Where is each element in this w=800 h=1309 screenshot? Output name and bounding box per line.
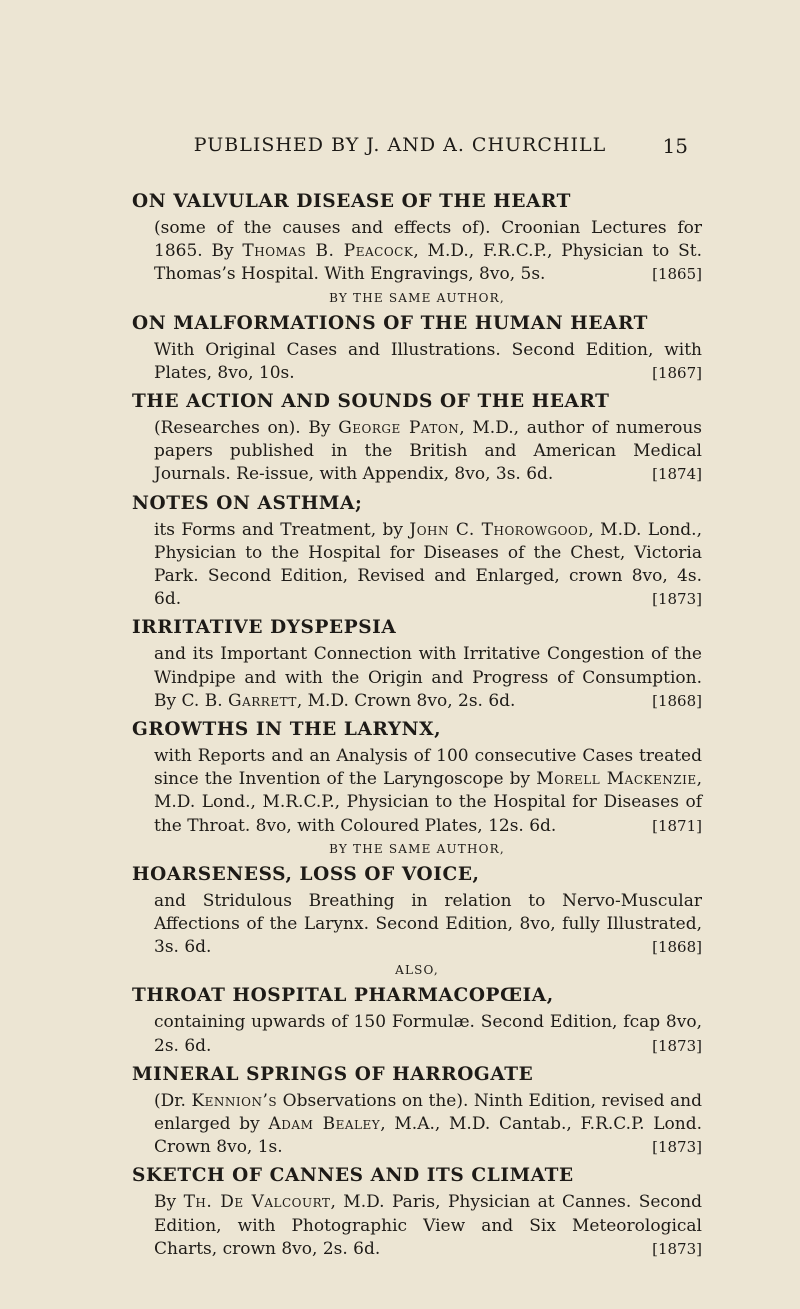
- entry-author: Th. De Valcourt: [183, 1192, 331, 1213]
- entry-text: By: [154, 1192, 184, 1213]
- entry-date: [1868]: [652, 691, 702, 710]
- catalogue-entry: [132, 862, 702, 960]
- entry-date: [1873]: [652, 1036, 702, 1055]
- entry-description: [154, 1011, 702, 1057]
- entry-title: NOTES ON ASTHMA;: [132, 492, 363, 514]
- entry-author: Thomas B. Peacock: [242, 241, 414, 262]
- entry-description: [154, 1090, 702, 1160]
- entry-date: [1867]: [652, 363, 702, 382]
- entry-date: [1871]: [652, 816, 702, 835]
- entry-description: [154, 339, 702, 385]
- entry-title: IRRITATIVE DYSPEPSIA: [132, 617, 397, 639]
- entry-author: Morell Mackenzie: [536, 769, 697, 790]
- running-title: PUBLISHED BY J. AND A. CHURCHILL: [193, 134, 607, 156]
- catalogue-entry: [132, 1163, 702, 1261]
- entry-author: Garrett: [228, 690, 297, 711]
- entry-text: and Stridulous Breathing in relation to Nervo-Muscular Affections of the Larynx. Second Edition, 8vo, fully Illustrated, 3s. 6d.: [154, 890, 702, 958]
- entry-title: SKETCH OF CANNES AND ITS CLIMATE: [132, 1165, 574, 1187]
- entry-date: [1873]: [652, 1239, 702, 1258]
- catalogue-entry: [132, 717, 702, 838]
- entry-date: [1873]: [652, 590, 702, 609]
- entry-description: [154, 1191, 702, 1261]
- entry-text: containing upwards of 150 Formulæ. Second Edition, fcap 8vo, 2s. 6d.: [154, 1012, 702, 1056]
- entry-text: , M.D. Paris, Physician at Cannes. Second Edition, with Photographic View and Six Meteorological Charts, crown 8vo, 2s. 6d.: [154, 1192, 703, 1259]
- entry-date: [1865]: [652, 265, 702, 284]
- entry-text: its Forms and Treatment, by: [154, 519, 410, 540]
- entry-title: HOARSENESS, LOSS OF VOICE,: [132, 863, 480, 885]
- entry-text: Observations on the). Ninth Edition, revised and enlarged by: [154, 1090, 702, 1135]
- catalogue-entry: [132, 491, 702, 612]
- catalogue-entry: [132, 389, 702, 487]
- entry-author: John C. Thorowgood: [409, 519, 589, 540]
- entry-author: George Paton: [338, 418, 460, 439]
- entry-date: [1874]: [652, 465, 702, 484]
- entry-author: Kennion’s: [191, 1090, 278, 1111]
- entry-description: [154, 890, 702, 960]
- entry-text: , M.D., F.R.C.P., Physician to St. Thomas’s Hospital. With Engravings, 8vo, 5s.: [154, 241, 702, 285]
- entry-text: with Reports and an Analysis of 100 consecutive Cases treated since the Invention of the Laryngoscope by: [154, 746, 702, 790]
- catalogue-entries: [132, 189, 702, 1265]
- entry-text: , M.A., M.D. Cantab., F.R.C.P. Lond. Crown 8vo, 1s.: [154, 1114, 702, 1158]
- entry-text: (Dr.: [154, 1090, 192, 1111]
- entry-date: [1873]: [652, 1138, 702, 1157]
- cross-reference: ALSO,: [395, 963, 439, 978]
- entry-title: GROWTHS IN THE LARYNX,: [132, 719, 442, 741]
- entry-text: , M.D., author of numerous papers published in the British and American Medical Journals. Re-issue, with Appendix, 8vo, 3s. 6d.: [154, 418, 702, 485]
- entry-description: [154, 417, 702, 487]
- cross-reference: BY THE SAME AUTHOR,: [329, 290, 505, 305]
- running-head: [0, 134, 800, 164]
- entry-title: MINERAL SPRINGS OF HARROGATE: [132, 1063, 534, 1085]
- entry-description: [154, 643, 702, 713]
- entry-date: [1868]: [652, 938, 702, 957]
- catalogue-entry: [132, 311, 702, 385]
- entry-text: , M.D. Lond., M.R.C.P., Physician to the Hospital for Diseases of the Throat. 8vo, with Coloured Plates, 12s. 6d.: [154, 769, 703, 836]
- entry-title: ON MALFORMATIONS OF THE HUMAN HEART: [132, 312, 649, 334]
- entry-description: [154, 519, 702, 612]
- entry-text: , M.D. Crown 8vo, 2s. 6d.: [296, 690, 516, 711]
- entry-title: ON VALVULAR DISEASE OF THE HEART: [132, 191, 572, 212]
- catalogue-entry: [132, 189, 702, 287]
- entry-title: THE ACTION AND SOUNDS OF THE HEART: [132, 391, 610, 413]
- entry-text: (Researches on). By: [154, 418, 339, 439]
- catalogue-entry: [132, 983, 702, 1057]
- entry-author: Adam Bealey: [268, 1114, 381, 1135]
- page-number: 15: [662, 134, 688, 158]
- entry-text: With Original Cases and Illustrations. Second Edition, with Plates, 8vo, 10s.: [154, 339, 702, 383]
- entry-title: THROAT HOSPITAL PHARMACOPŒIA,: [132, 985, 554, 1007]
- cross-reference: BY THE SAME AUTHOR,: [329, 841, 505, 856]
- entry-description: [154, 745, 702, 838]
- entry-text: (some of the causes and effects of). Croonian Lectures for 1865. By: [154, 218, 702, 262]
- entry-text: , M.D. Lond., Physician to the Hospital for Diseases of the Chest, Victoria Park. Second Edition, Revised and Enlarged, crown 8vo, 4s. 6d.: [154, 519, 702, 610]
- catalogue-entry: [132, 615, 702, 713]
- entry-description: [154, 217, 702, 287]
- catalogue-entry: [132, 1062, 702, 1160]
- entry-text: and its Important Connection with Irritative Congestion of the Windpipe and with the Origin and Progress of Consumption. By C. B.: [154, 644, 702, 711]
